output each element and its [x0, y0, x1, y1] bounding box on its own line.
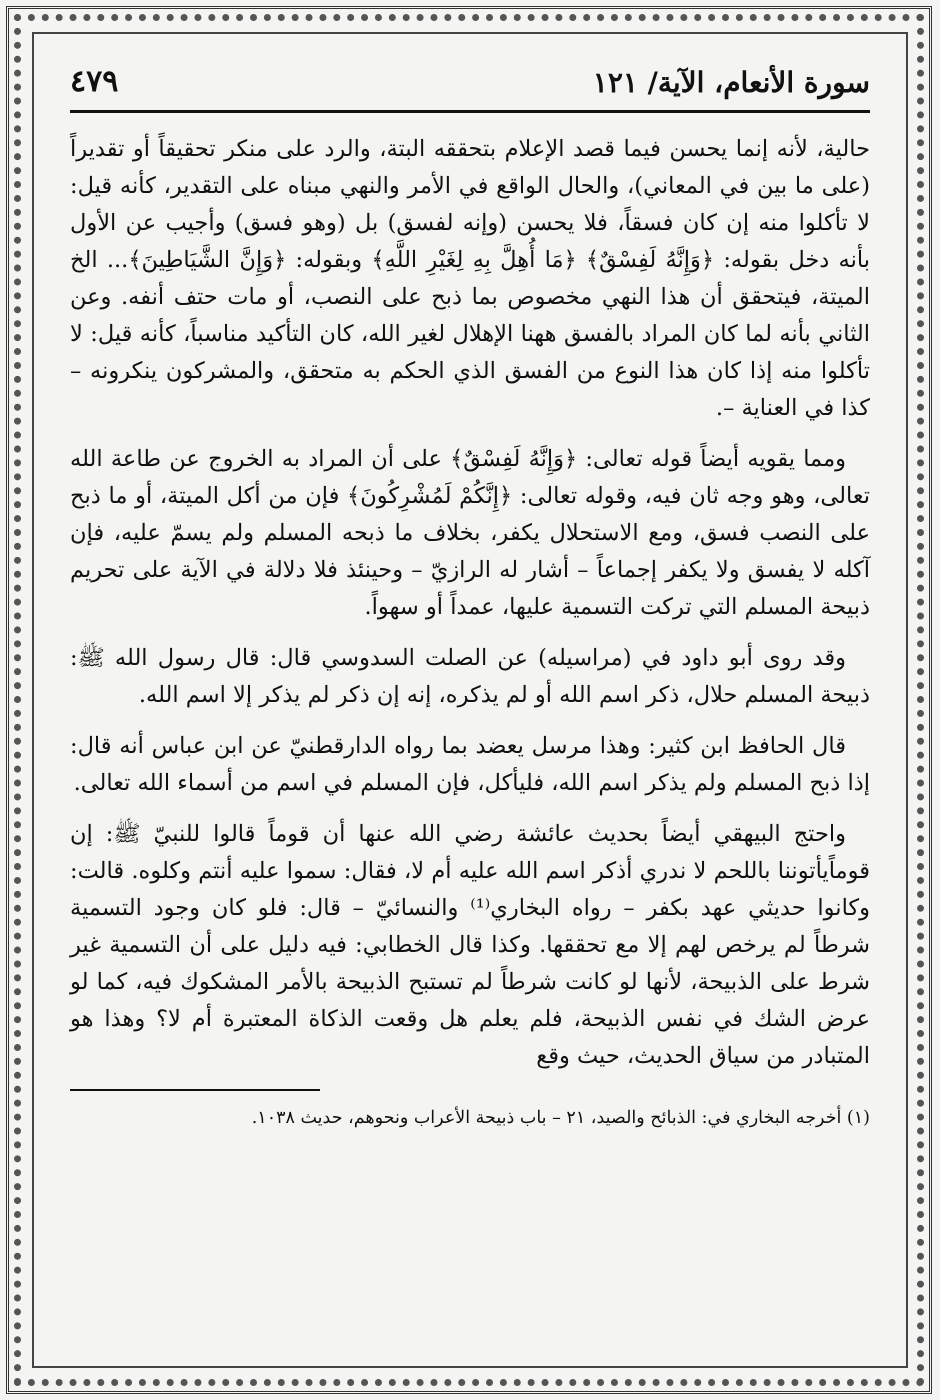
running-header: [70, 50, 870, 113]
running-title: سورة الأنعام، الآية/ ١٢١: [592, 66, 870, 99]
book-page: [70, 50, 870, 1350]
footnote: (١) أخرجه البخاري في: الذبائح والصيد، ٢١ – باب ذبيحة الأعراب ونحوهم، حديث ١٠٣٨.: [251, 1108, 870, 1128]
paragraph-2: ومما يقويه أيضاً قوله تعالى: ﴿وَإِنَّهُ لَفِسْقٌ﴾ على أن المراد به الخروج عن طاعة الله تعالى، وهو وجه ثان فيه، وقوله تعالى: ﴿إِنَّكُمْ لَمُشْرِكُونَ﴾ فإن من أكل الميتة، أو ما ذبح على النصب فسق، ومع الاستحلال يكفر، بخلاف ما ذبحه المسلم ولم يسمّ عليه، فإن آكله لا يفسق ولا يكفر إجماعاً – أشار له الرازيّ – وحينئذ فلا دلالة في الآية على تحريم ذبيحة المسلم التي تركت التسمية عليها، عمداً أو سهواً.: [70, 446, 870, 620]
main-text: [70, 131, 870, 1075]
paragraph-1: حالية، لأنه إنما يحسن فيما قصد الإعلام بتحققه البتة، والرد على منكر تحقيقاً أو تقديراً (على ما بين في المعاني)، والحال الواقع في الأمر والنهي مبناه على التقدير، كأنه قيل: لا تأكلوا منه إن كان فسقاً، فلا يحسن (وإنه لفسق) بل (وهو فسق) وأجيب عن الأول بأنه دخل بقوله: ﴿وَإِنَّهُ لَفِسْقٌ﴾ ﴿مَا أُهِلَّ بِهِ لِغَيْرِ اللَّهِ﴾ وبقوله: ﴿وَإِنَّ الشَّيَاطِينَ﴾... الخ الميتة، فيتحقق أن هذا النهي مخصوص بما ذبح على النصب، أو مات حتف أنفه. وعن الثاني بأنه لما كان المراد بالفسق ههنا الإهلال لغير الله، كان التأكيد مناسباً، كأنه قيل: لا تأكلوا منه إذا كان هذا النوع من الفسق الذي الحكم به متحقق، والمشركون ينكرونه – كذا في العناية –.: [70, 136, 870, 421]
footnote-separator: [70, 1089, 320, 1091]
paragraph-3: وقد روى أبو داود في (مراسيله) عن الصلت السدوسي قال: قال رسول الله ﷺ: ذبيحة المسلم حلال، ذكر اسم الله أو لم يذكره، إنه إن ذكر لم يذكر إلا اسم الله.: [70, 645, 870, 708]
paragraph-4: قال الحافظ ابن كثير: وهذا مرسل يعضد بما رواه الدارقطنيّ عن ابن عباس أنه قال: إذا ذبح المسلم ولم يذكر اسم الله، فليأكل، فإن المسلم في اسم من أسماء الله تعالى.: [70, 733, 870, 796]
page-number: ٤٧٩: [70, 64, 119, 99]
paragraph-5: واحتج البيهقي أيضاً بحديث عائشة رضي الله عنها أن قوماً قالوا للنبيّ ﷺ: إن قوماًيأتوننا باللحم لا ندري أذكر اسم الله عليه أم لا، فقال: سموا عليه أنتم وكلوه. قالت: وكانوا حديثي عهد بكفر – رواه البخاري⁽¹⁾ والنسائيّ – قال: فلو كان وجود التسمية شرطاً لم يرخص لهم إلا مع تحققها. وكذا قال الخطابي: فيه دليل على أن التسمية غير شرط على الذبيحة، لأنها لو كانت شرطاً لم تستبح الذبيحة بالأمر المشكوك فيه، كما لو عرض الشك في نفس الذبيحة، فلم يعلم هل وقعت الذكاة المعتبرة أم لا؟ وهذا هو المتبادر من سياق الحديث، حيث وقع: [70, 821, 870, 1069]
